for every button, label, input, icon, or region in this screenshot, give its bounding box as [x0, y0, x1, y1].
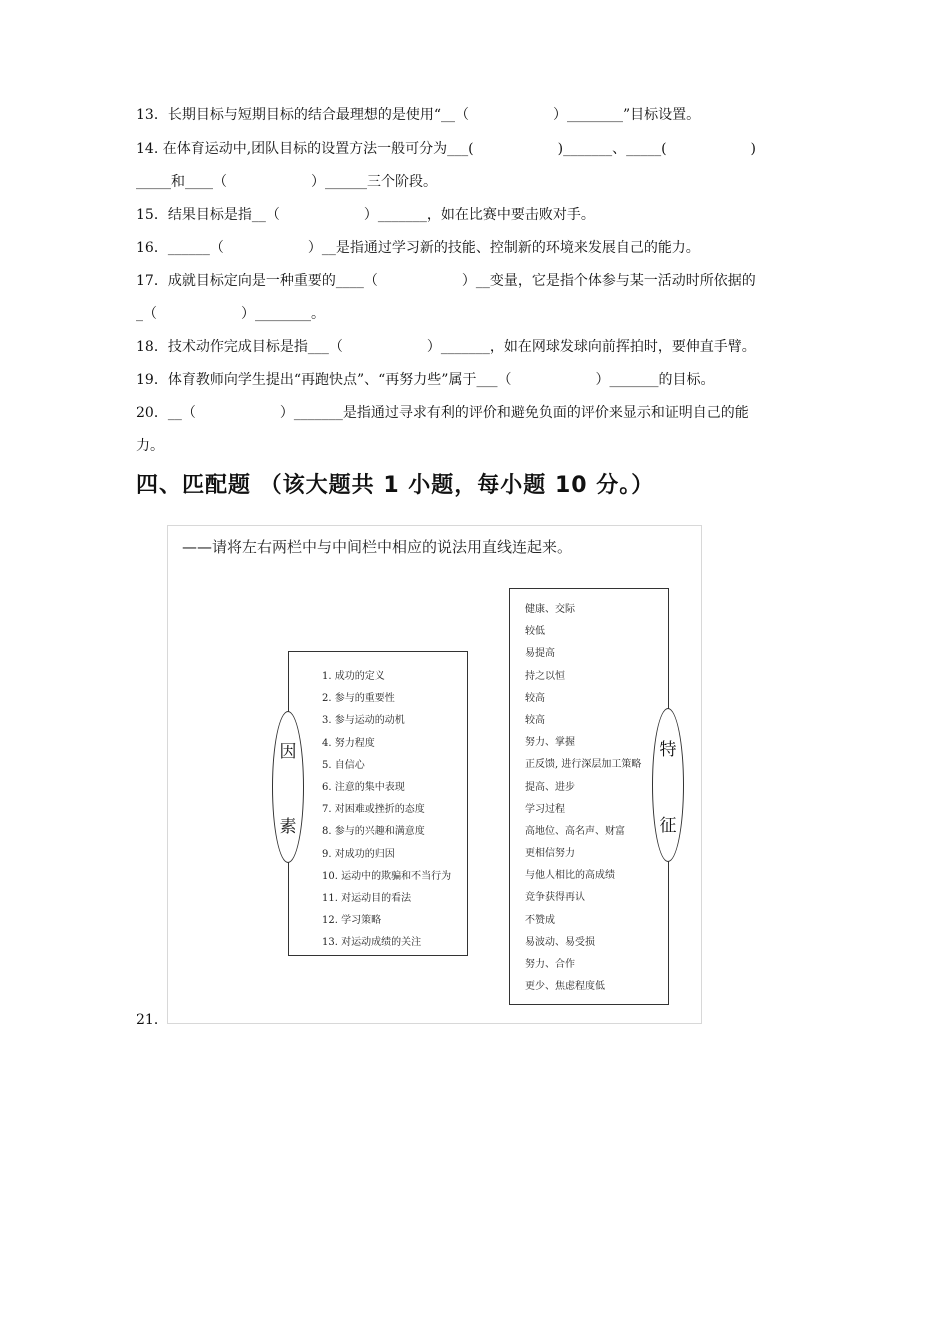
- oval-char: 因: [279, 742, 297, 762]
- features-list: [525, 599, 641, 998]
- question-20-continued: 力。: [136, 438, 164, 454]
- feature-item: 较高: [525, 692, 545, 704]
- factor-item: 6. 注意的集中表现: [322, 781, 405, 793]
- factor-item: 7. 对困难或挫折的态度: [322, 804, 425, 816]
- question-18: 18．技术动作完成目标是指___（ ）_______，如在网球发球向前挥拍时，要伸直手臂。: [136, 339, 756, 355]
- matching-figure: [167, 525, 702, 1024]
- question-15: 15．结果目标是指__（ ）_______，如在比赛中要击败对手。: [136, 207, 595, 223]
- features-oval: [652, 708, 684, 862]
- feature-item: 更少、焦虑程度低: [525, 981, 605, 993]
- factors-list: [322, 666, 451, 954]
- feature-item: 正反馈, 进行深层加工策略: [525, 759, 642, 771]
- feature-item: 更相信努力: [525, 848, 575, 860]
- factor-item: 4. 努力程度: [322, 737, 375, 749]
- feature-item: 提高、进步: [525, 781, 575, 793]
- question-20: 20．__（ ）_______是指通过寻求有利的评价和避免负面的评价来显示和证明自己的能: [136, 405, 749, 421]
- factor-item: 12. 学习策略: [322, 915, 382, 927]
- feature-item: 较高: [525, 714, 545, 726]
- oval-char: 征: [659, 815, 677, 836]
- feature-item: 努力、合作: [525, 959, 575, 970]
- factor-item: 5. 自信心: [322, 759, 365, 771]
- feature-item: 高地位、高名声、财富: [525, 825, 625, 837]
- feature-item: 与他人相比的高成绩: [525, 870, 615, 882]
- question-17-continued: _（ ）________。: [136, 306, 325, 322]
- question-14: 14. 在体育运动中,团队目标的设置方法一般可分为___( )_______、_____( ): [136, 141, 757, 157]
- figure-instruction: ——请将左右两栏中与中间栏中相应的说法用直线连起来。: [182, 538, 573, 556]
- feature-item: 学习过程: [525, 803, 565, 815]
- question-19: 19．体育教师向学生提出“再跑快点”、“再努力些”属于___（ ）_______的目标。: [136, 372, 715, 388]
- feature-item: 健康、交际: [525, 604, 575, 615]
- feature-item: 较低: [525, 626, 545, 638]
- feature-item: 易波动、易受损: [525, 936, 595, 948]
- factor-item: 1. 成功的定义: [322, 671, 385, 682]
- feature-item: 不赞成: [525, 914, 555, 926]
- question-14-continued: _____和____（ ）______三个阶段。: [136, 174, 437, 190]
- question-21-number: 21．: [136, 1012, 168, 1028]
- question-17: 17．成就目标定向是一种重要的____（ ）__变量，它是指个体参与某一活动时所依据的: [136, 273, 756, 289]
- factor-item: 10. 运动中的欺骗和不当行为: [322, 870, 452, 882]
- factors-oval: [272, 711, 304, 863]
- factor-item: 3. 参与运动的动机: [322, 715, 405, 727]
- features-box: [509, 588, 669, 1005]
- question-13: 13．长期目标与短期目标的结合最理想的是使用“__（ ）________”目标设置。: [136, 107, 701, 123]
- oval-char: 素: [279, 817, 297, 837]
- factor-item: 11. 对运动目的看法: [322, 892, 412, 904]
- oval-char: 特: [659, 739, 677, 760]
- feature-item: 易提高: [525, 648, 555, 660]
- feature-item: 努力、掌握: [525, 737, 575, 749]
- feature-item: 竞争获得再认: [525, 892, 585, 904]
- section-heading: 四、匹配题 （该大题共 1 小题，每小题 10 分。）: [136, 473, 655, 498]
- factors-box: [288, 651, 468, 956]
- factor-item: 9. 对成功的归因: [322, 848, 395, 860]
- factor-item: 13. 对运动成绩的关注: [322, 937, 422, 949]
- question-16: 16．______（ ）__是指通过学习新的技能、控制新的环境来发展自己的能力。: [136, 240, 700, 256]
- feature-item: 持之以恒: [525, 670, 565, 682]
- factor-item: 8. 参与的兴趣和满意度: [322, 826, 425, 838]
- factor-item: 2. 参与的重要性: [322, 693, 395, 705]
